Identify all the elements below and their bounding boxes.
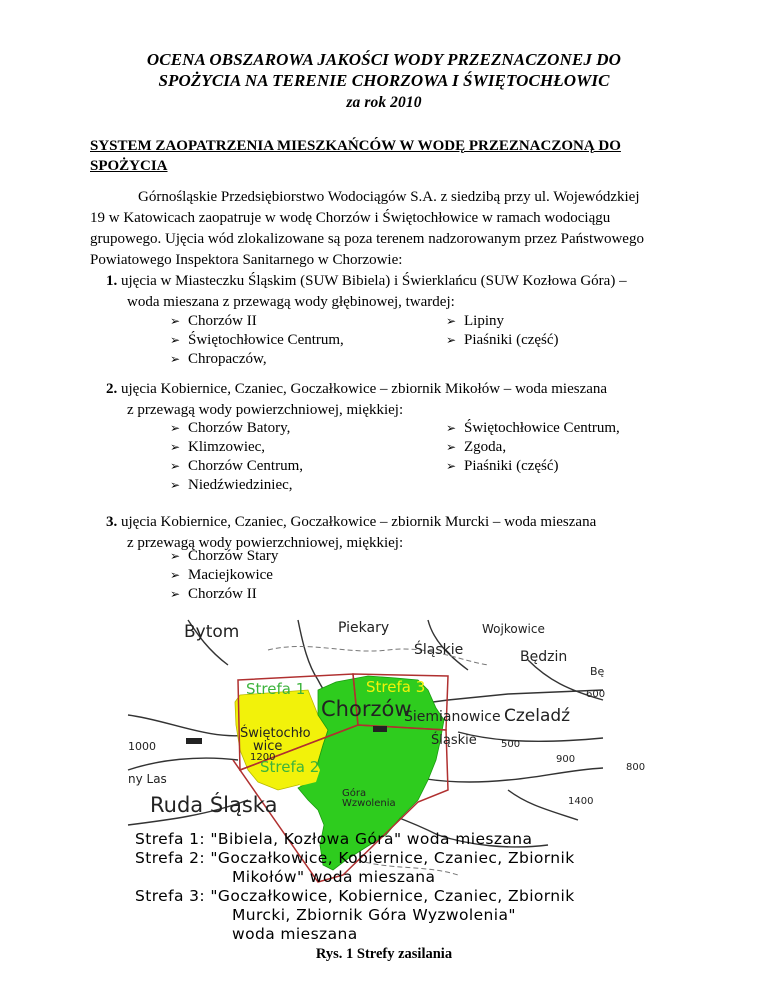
map-label-las: ny Las [128, 772, 167, 786]
bullet-item: ➢ Maciejkowice [170, 567, 273, 583]
bullet-item: ➢ Zgoda, [446, 439, 507, 455]
map-label-1400: 1400 [568, 796, 594, 807]
bullet-item: ➢ Chropaczów, [170, 351, 267, 367]
bullet-item: ➢ Niedźwiedziniec, [170, 477, 293, 493]
map-label-slaskie: Śląskie [431, 733, 477, 748]
arrow-bullet-icon: ➢ [170, 587, 181, 601]
bullet-item: ➢ Chorzów Stary [170, 548, 279, 564]
legend-line-2: Strefa 2: "Goczałkowice, Kobiernice, Czaniec, Zbiornik [135, 849, 575, 867]
arrow-bullet-icon: ➢ [170, 478, 181, 492]
map-label-600: 600 [586, 689, 606, 700]
bullet-item: ➢ Klimzowiec, [170, 439, 266, 455]
title-line-2: SPOŻYCIA NA TERENIE CHORZOWA I ŚWIĘTOCHŁOWIC [158, 71, 610, 90]
intro-line-4: Powiatowego Inspektora Sanitarnego w Chorzowie: [90, 252, 403, 268]
map-label-czeladz: Czeladź [504, 706, 571, 726]
map-label-1000: 1000 [128, 740, 156, 753]
arrow-bullet-icon: ➢ [446, 440, 457, 454]
item-number: 3. [106, 514, 118, 530]
figure-caption: Rys. 1 Strefy zasilania [315, 946, 453, 962]
arrow-bullet-icon: ➢ [446, 459, 457, 473]
item-number: 2. [106, 381, 118, 397]
map-label-strefa-1: Strefa 1 [246, 680, 306, 698]
map-label-slaskie-top: Śląskie [414, 642, 464, 658]
arrow-bullet-icon: ➢ [170, 352, 181, 366]
bullet-item: ➢ Piaśniki (część) [446, 332, 559, 348]
item-text-line-1: ujęcia w Miasteczku Śląskim (SUW Bibiela) i Świerklańcu (SUW Kozłowa Góra) – [121, 273, 627, 289]
map-label-bedzin: Będzin [520, 649, 568, 665]
bullet-item: ➢ Chorzów II [170, 586, 257, 602]
map-label-wojkowice: Wojkowice [482, 622, 545, 636]
legend-line-3: Mikołów" woda mieszana [232, 868, 436, 886]
bullet-item: ➢ Chorzów Batory, [170, 420, 291, 436]
map-label-900: 900 [556, 754, 576, 765]
bullet-item: ➢ Świętochłowice Centrum, [170, 332, 344, 348]
list-item-2 [106, 379, 676, 421]
map-label-strefa-2: Strefa 2 [260, 758, 320, 776]
map-label-500: 500 [501, 739, 521, 750]
map-label-bytom: Bytom [184, 622, 240, 642]
map-label-piekary: Piekary [338, 620, 390, 636]
title-line-1: OCENA OBSZAROWA JAKOŚCI WODY PRZEZNACZONEJ DO [146, 50, 622, 69]
bullet-item: ➢ Chorzów II [170, 313, 257, 329]
section-heading-line-1: SYSTEM ZAOPATRZENIA MIESZKAŃCÓW W WODĘ PRZEZNACZONĄ DO [90, 138, 621, 154]
arrow-bullet-icon: ➢ [170, 440, 181, 454]
arrow-bullet-icon: ➢ [170, 568, 181, 582]
map-label-swietochlowice-1: Świętochło [240, 726, 311, 741]
item-text-line-2: z przewagą wody powierzchniowej, miękkiej: [127, 535, 404, 551]
arrow-bullet-icon: ➢ [170, 421, 181, 435]
intro-line-1: Górnośląskie Przedsiębiorstwo Wodociągów S.A. z siedzibą przy ul. Wojewódzkiej [138, 189, 640, 205]
arrow-bullet-icon: ➢ [446, 421, 457, 435]
map-label-wzwolenia: Wzwolenia [342, 798, 396, 809]
arrow-bullet-icon: ➢ [170, 549, 181, 563]
arrow-bullet-icon: ➢ [170, 314, 181, 328]
legend-line-5: Murcki, Zbiornik Góra Wyzwolenia" [232, 906, 516, 924]
arrow-bullet-icon: ➢ [170, 459, 181, 473]
map-label-chorzow: Chorzów [321, 697, 412, 721]
intro-line-3: grupowego. Ujęcia wód zlokalizowane są poza terenem nadzorowanym przez Państwowego [90, 231, 644, 247]
arrow-bullet-icon: ➢ [446, 333, 457, 347]
legend-line-6: woda mieszana [232, 925, 358, 943]
section-heading-line-2: SPOŻYCIA [90, 158, 168, 174]
map-label-gora: Góra [342, 788, 367, 799]
map-label-ruda: Ruda Śląska [150, 793, 278, 817]
bullet-item: ➢ Świętochłowice Centrum, [446, 420, 620, 436]
map-label-be: Bę [590, 665, 605, 678]
item-number: 1. [106, 273, 118, 289]
arrow-bullet-icon: ➢ [170, 333, 181, 347]
item-text-line-1: ujęcia Kobiernice, Czaniec, Goczałkowice – zbiornik Mikołów – woda mieszana [121, 381, 608, 397]
arrow-bullet-icon: ➢ [446, 314, 457, 328]
item-text-line-2: z przewagą wody powierzchniowej, miękkiej: [127, 402, 404, 418]
bullet-item: ➢ Piaśniki (część) [446, 458, 559, 474]
bullet-item: ➢ Chorzów Centrum, [170, 458, 303, 474]
item-text-line-2: woda mieszana z przewagą wody głębinowej, twardej: [127, 294, 455, 310]
legend-line-4: Strefa 3: "Goczałkowice, Kobiernice, Czaniec, Zbiornik [135, 887, 575, 905]
map-label-800: 800 [626, 762, 646, 773]
map-label-1200: 1200 [250, 752, 276, 763]
map-label-strefa-3: Strefa 3 [366, 678, 426, 696]
map-label-swietochlowice-2: wice [253, 739, 283, 754]
bullet-item: ➢ Lipiny [446, 313, 504, 329]
intro-line-2: 19 w Katowicach zaopatruje w wodę Chorzów i Świętochłowice w ramach wodociągu [90, 210, 611, 226]
map-label-siemianowice: Siemianowice [404, 709, 501, 725]
title-year: za rok 2010 [346, 94, 422, 111]
item-text-line-1: ujęcia Kobiernice, Czaniec, Goczałkowice – zbiornik Murcki – woda mieszana [121, 514, 597, 530]
legend-line-1: Strefa 1: "Bibiela, Kozłowa Góra" woda mieszana [135, 830, 533, 848]
list-item-1 [106, 271, 676, 313]
